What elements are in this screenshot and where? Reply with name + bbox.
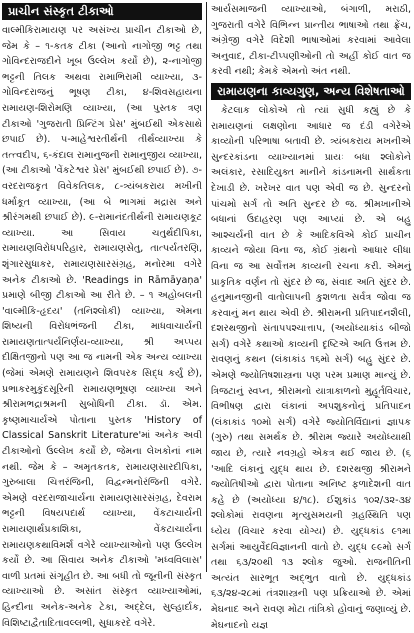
section-heading-ancient-commentaries: પ્રાચીન સંસ્કૃત ટીકાઓ [2,3,202,20]
right-column [208,2,411,631]
paragraph-translations-intro: આર્યસમાજની વ્યાખ્યાઓ, બંગાળી, મરાઠી, ગુજરાતી વગેરે વિભિન્ન પ્રાન્તીય ભાષાઓ તથા ફ્રેંચ, અંગ્રેજી વગેરે વિદેશી ભાષાઓમાં કરવામાં આવેલા અનુવાદ, ટીકા-ટીપ્પણીઓની તો અહીં કોઈ વાત જ કરવી નથી; કેમકે એમનો અંત નથી. [211,4,411,78]
column-divider [206,2,207,572]
paragraph-poetic-qualities: કેટલાક લોકોએ તો ત્યાં સુધી કહ્યું છે કે રામાયણનાં લક્ષણોના આધાર જ દંડી વગેરેએ કાવ્યોની પરિભાષા બતાવી છે. ત્ર્યંબકરાય મખનીએ સુન્દરકાંડના વ્યાખ્યાનમાં પ્રાયઃ બધા શ્લોકોને અલંકાર, રસાદિયુક્ત માનીને કાંડનામની સાર્થકતા દેખાડી છે. ખરેખર વાત પણ એવી જ છે. સુન્દરનો પાંચમો સર્ગ તો અતિ સુન્દર છે જ. શ્રીમખાનીએ બધાનાં ઉદાહરણ પણ આપ્યાં છે. એ બહુ આશ્ચર્યની વાત છે કે આદિકવિએ કોઈ પ્રાચીન કાવ્યને જોયા વિના જ, કોઈ ગ્રંથનો આધાર લીધા વિના જ આ સર્વોત્તમ કાવ્યની રચના કરી. એમનું પ્રાકૃતિક વર્ણન તો સુંદર છે જ, સંવાદ અતિ સુંદર છે. હનુમાનજીની વાતોલાપની કુશળતા સર્વત્ર જોવા જ કરવાનું મન થાય એવી છે. શ્રીરામની પ્રતિપાદનશૈલી, દશરથજીનો સંતાપપશ્ચાત્તાપ, (અયોધ્યાકાંડ બીજો સર્ગ) વગેરે કથાઓ કાવ્યની દૃષ્ટિએ અતિ ઉત્તમ છે. રાવણનું કથન (લંકાકાંડ ૧૬મો સર્ગ) બહુ સુંદર છે. એમણે જ્યોતિષશાસ્ત્રના પણ પરમ પ્રમાણ માન્યું છે. ત્રિજટાનું સ્વપ્ન, શ્રીરામનો યાત્રાકાળનો મુહૂર્તવિચાર, વિભીષણ દ્વારા લંકાનાં અપશુકનોનું પ્રતિપાદન (લંકાકાંડ ૧૦મો સર્ગ) વગેરે જ્યોતિર્વિદ્યાનાં જ્ઞાપક (ગુરુ) તથા સમર્થક છે. શ્રીરામ જ્યારે અયોધ્યાથી જાય છે, ત્યારે નવગ્રહો એકત્ર થઈ જાય છે. (૬ 'આદિ લંકાનું યુદ્ધ થાય છે. દશરથજી શ્રીરામને જ્યોતિષીઓ દ્વારા પોતાના અનિષ્ટ ફળાદેશની વાત કહે છે (અયોધ્યા ૪/૧૮). ઈશુકાંડ ૧૦૨/૩૨-૩૪ શ્લોકોમાં રાવણના મૃત્યુસમયની ગ્રહસ્થિતિ પણ ધ્યેય (વિચાર કરવા યોગ્ય) છે. યુદ્ધકાંડ ૯૧મા સર્ગમાં આયુર્વેદવિજ્ઞાનની વાતો છે. યુદ્ધ ૯૯મો સર્ગ તથા ૬૩/૨૦થી ૧૩ શ્લોક જુઓ. રાજનીતિની અત્યંત સારભૂત અદ્ભુત વાતો છે. યુદ્ધકાંડ ૬૩/૨૪-૨૮માં તંત્રશાસ્ત્રની પણ પ્રક્રિયાઓ છે. એમાં મેઘનાદ અને રાવણ મોટા તાંત્રિકો હોવાનું જણાવ્યું છે. મેઘનાદનો યજ્ઞ [211,104,411,631]
paragraph-ancient-commentaries: વાલ્મીકિરામાયણ પર અસંખ્ય પ્રાચીન ટીકાઓ છે, જેમ કે – ૧-કતક ટીકા (આનો નાગોજી ભટ્ટ તથા ગોવિન્દરાજદીને ખૂબ ઉલ્લેખ કર્યો છે), ૨-નાગોજી ભટ્ટની તિલક અથવા રામાભિરામી વ્યાખ્યા, ૩-ગોવિન્દરાજનું ભૂષણ ટીકા, ૪-શિવસહાયના રામાયણ-શિરોમણિ વ્યાખ્યા, (આ પુસ્તક ત્રણ ટીકાઓ 'ગુજરાતી પ્રિન્ટિંગ પ્રેસ' મુંબઈથી એકસાથે છપાઈ છે). ૫-માહેશ્વરતીર્થની તીર્થવ્યાખ્યા કે તત્ત્વદીપ, ૬-કંદાલ રામાનુજની રામાનુજીય વ્યાખ્યા, (આ ટીકાઓ 'વેંકટેશ્વર પ્રેસ' મુંબઈથી છપાઈ છે). ૭-વરદરાજકૃત વિવેકતિલક, ૮-ત્ર્યંબકરાય મખીની ધર્માકૂત વ્યાખ્યા, (આ બે ભાગમાં મદ્રાસ અને શ્રીરંગમથી છપાઈ છે). ૯-રામાનંદતીર્થની રામાયણકૂટ વ્યાખ્યા. આ સિવાય ચતુર્થદીપિકા, રામાયણવિરોધપરિહાર, રામાયણસેતુ, તાત્પર્યતરણિ, શૃંગારસુધાકર, રામાયણસારસંગ્રહ, મનોરમા વગેરે અનેક ટીકાઓ છે. 'Readings in Rāmāyaṇa' પ્રમાણે બીજી ટીકાઓ આ રીતે છે. – ૧ અહોબલની 'વાલ્મીકિ-હૃદય' (તનિશ્લોકી) વ્યાખ્યા, એમના શિષ્યની વિરોધભંજની ટીકા, માધવાચાર્યની રામાયણતાત્પર્યનિર્ણય-વ્યાખ્યા, શ્રી અપ્પય દીક્ષિતજીનો પણ આ જ નામની એક અન્ય વ્યાખ્યા (જેમાં એમણે રામાયણને શિવપરક સિદ્ધ કર્યું છે), પ્રભાકરમુકુંદસૂરિની રામાયણભૂષણ વ્યાખ્યા અને શ્રીરામભદ્રાશ્રમની સુબોધિની ટીકા. ડૉ. એમ. કૃષ્ણમાચાર્યએ પોતાના પુસ્તક 'History of Classical Sanskrit Literature'માં અનેક અવી ટીકાઓનો ઉલ્લેખ કર્યો છે, જેમના લેખકોનાં નામ નથી. જેમ કે – અમૃતકતક, રામાયણસારદીપિકા, ગુરુબાલા ચિત્તરંજિની, વિદ્વન્મનોરંજિની વગેરે. એમણે વરદરાજાચાર્યના રામાયણસારસંગ્રહ, દેવરામ ભટ્ટની વિષયપદાર્થ વ્યાખ્યા, વેંકટાચાર્યની રામાયણાર્થપ્રકાશિકા, વેંકટાચાર્યના રામાયણકથાવિમર્શ વગેરે વ્યાખ્યાઓનો પણ ઉલ્લેખ કર્યો છે. આ સિવાય અનેક ટીકાઓ 'મધ્વવિલાસ' વાળી પ્રતમાં સંગૃહીત છે. આ બધી તો જૂનીની સંસ્કૃત વ્યાખ્યાઓ છે. અસાંત સંસ્કૃત વ્યાખ્યાઓમાં, હિન્દીના અનેક-અનેક ટેકા, અદ્દેલ, સુલ્હાર્દાક, વિશિષ્ટાદ્વૈતાદિતાવલ્લભી, સુધાકરદે વગેરે. [2,25,202,629]
section-heading-poetic-qualities: રામાયણના કાવ્યગુણ, અન્ય વિશેષતાઓ [211,83,411,100]
left-column [2,2,205,629]
